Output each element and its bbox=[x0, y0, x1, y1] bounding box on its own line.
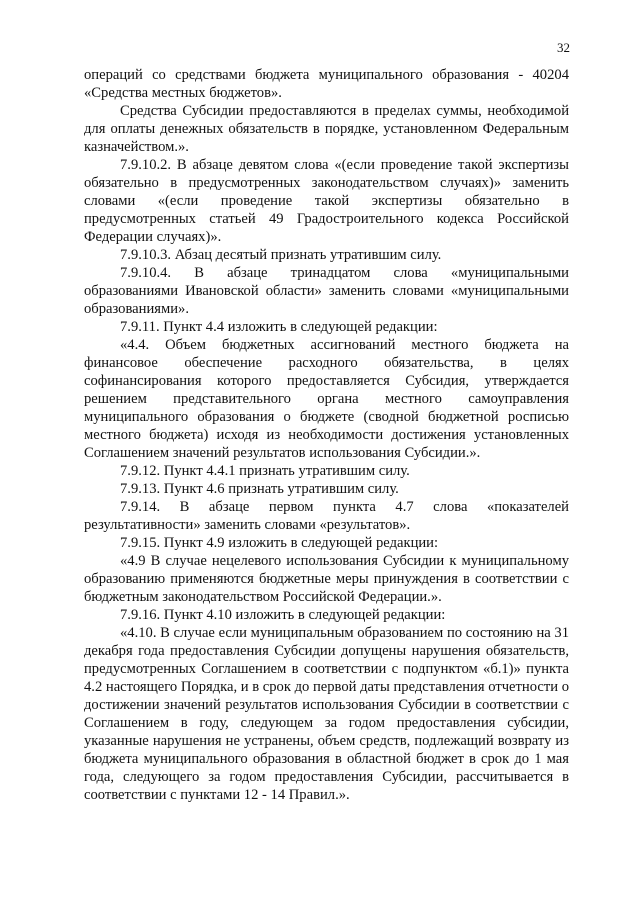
paragraph: «4.4. Объем бюджетных ассигнований местного бюджета на финансовое обеспечение расходного обязательства, в целях софинансирования которого предоставляется Субсидия, утверждается решением представительного органа местного самоуправления муниципального образования о бюджете (сводной бюджетной росписью местного бюджета) исходя из необходимости достижения установленных Соглашением значений результатов использования Субсидии.». bbox=[84, 337, 569, 461]
paragraph: 7.9.13. Пункт 4.6 признать утратившим силу. bbox=[120, 481, 399, 497]
paragraph: 7.9.11. Пункт 4.4 изложить в следующей редакции: bbox=[120, 319, 438, 335]
paragraph: 7.9.10.2. В абзаце девятом слова «(если проведение такой экспертизы обязательно в предусмотренных законодательством случаях)» заменить словами «(если проведение такой экспертизы обязательно в предусмотренных статьей 49 Градостроительного кодекса Российской Федерации случаях)». bbox=[84, 157, 569, 245]
paragraph: 7.9.16. Пункт 4.10 изложить в следующей редакции: bbox=[120, 607, 446, 623]
paragraph: операций со средствами бюджета муниципального образования - 40204 «Средства местных бюджетов». bbox=[84, 67, 569, 101]
paragraph: Средства Субсидии предоставляются в пределах суммы, необходимой для оплаты денежных обязательств в порядке, установленном Федеральным казначейством.». bbox=[84, 103, 569, 155]
page-number: 32 bbox=[557, 40, 570, 55]
paragraph: «4.10. В случае если муниципальным образованием по состоянию на 31 декабря года предоставления Субсидии допущены нарушения обязательств, предусмотренных Соглашением в соответствии с подпунктом «б.1)» пункта 4.2 настоящего Порядка, и в срок до первой даты представления отчетности о достижении значений результатов использования Субсидии в соответствии с Соглашением в году, следующем за годом предоставления субсидии, указанные нарушения не устранены, объем средств, подлежащий возврату из бюджета муниципального образования в областной бюджет в срок до 1 мая года, следующего за годом предоставления Субсидии, рассчитывается в соответствии с пунктами 12 - 14 Правил.». bbox=[84, 625, 569, 803]
paragraph: 7.9.10.3. Абзац десятый признать утратившим силу. bbox=[120, 247, 442, 263]
document-body bbox=[84, 66, 569, 804]
paragraph: «4.9 В случае нецелевого использования Субсидии к муниципальному образованию применяются бюджетные меры принуждения в соответствии с бюджетным законодательством Российской Федерации.». bbox=[84, 553, 569, 605]
paragraph: 7.9.14. В абзаце первом пункта 4.7 слова «показателей результативности» заменить словами «результатов». bbox=[84, 499, 569, 533]
paragraph: 7.9.12. Пункт 4.4.1 признать утратившим силу. bbox=[120, 463, 410, 479]
paragraph: 7.9.15. Пункт 4.9 изложить в следующей редакции: bbox=[120, 535, 439, 551]
paragraph: 7.9.10.4. В абзаце тринадцатом слова «муниципальными образованиями Ивановской области» заменить словами «муниципальными образованиями». bbox=[84, 265, 569, 317]
